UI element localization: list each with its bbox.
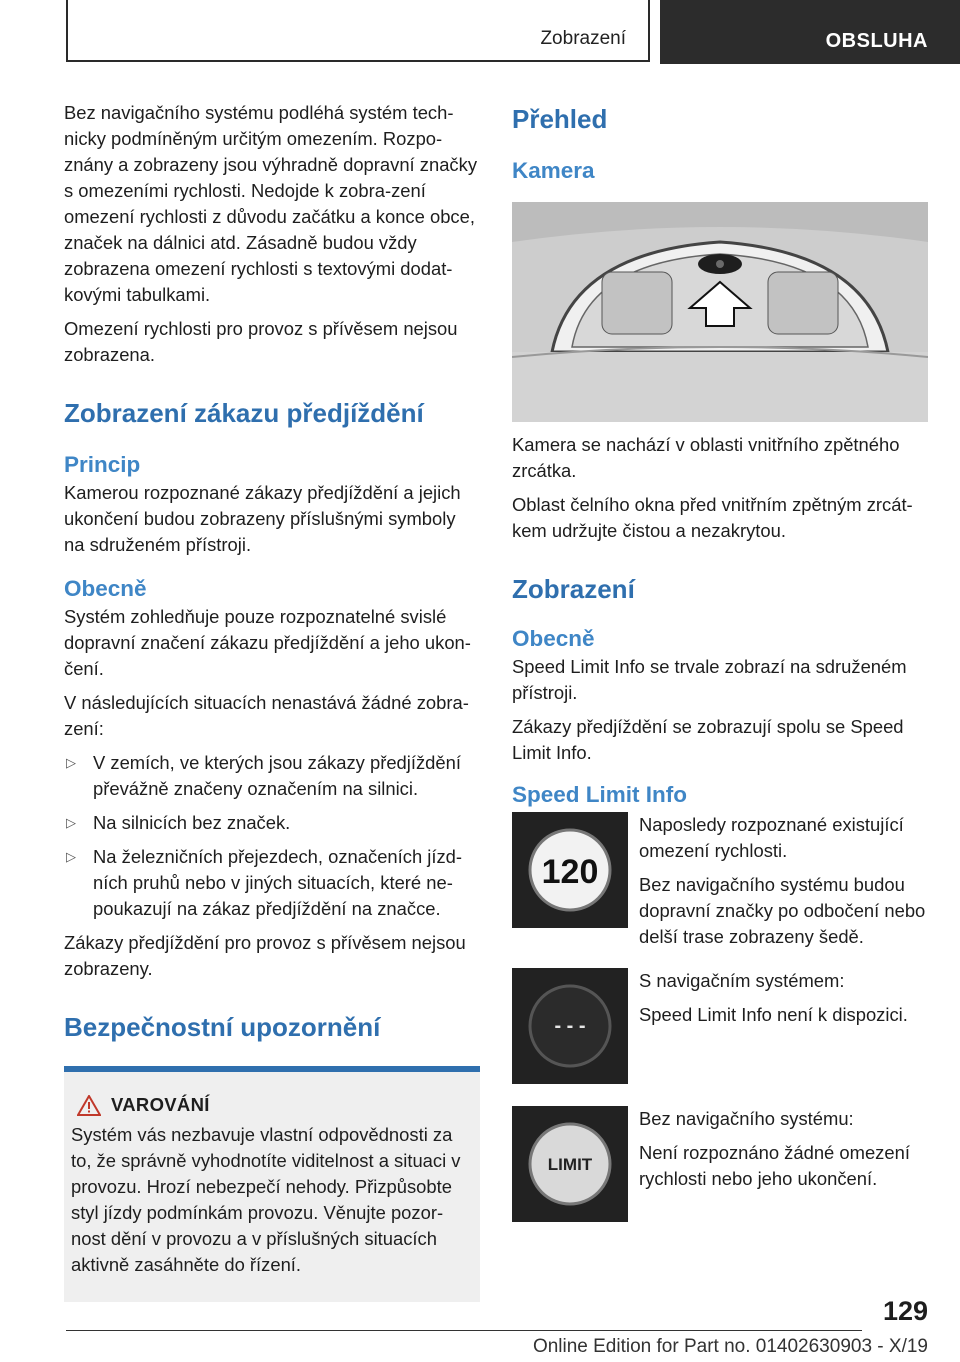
list-item: ▷ Na silnicích bez značek. [64, 810, 480, 836]
header-box [66, 0, 650, 62]
paragraph-principle: Kamerou rozpoznané zákazy předjíždění a jejich ukončení budou zobrazeny příslušnými symboly na sdruženém přístroji. [64, 482, 461, 555]
triangle-bullet-icon: ▷ [66, 755, 76, 770]
list-item: ▷ Na železničních přejezdech, označeních jízd-ních pruhů nebo v jiných situacích, které ne-poukazují na zákaz předjíždění na značce. [66, 846, 463, 919]
page-number: 129 [882, 1296, 928, 1326]
sli-row-dashes [512, 968, 932, 1084]
heading-general-left: Obecně [64, 576, 147, 601]
header-chapter-label: OBSLUHA [825, 30, 928, 52]
warning-header [77, 1094, 472, 1116]
speed-limit-unavailable-sign [512, 968, 628, 1084]
paragraph-trailer-limits: Omezení rychlosti pro provoz s přívěsem nejsou zobrazena. [64, 318, 458, 365]
speed-limit-unknown-sign [512, 1106, 628, 1222]
heading-safety: Bezpečnostní upozornění [64, 1012, 381, 1042]
camera-illustration [512, 202, 928, 422]
sli1-line-a: Naposledy rozpoznané existující omezení rychlosti. [639, 814, 904, 861]
footer-edition: Online Edition for Part no. 01402630903 - X/19 [532, 1336, 928, 1357]
paragraph-camera-location: Kamera se nachází v oblasti vnitřního zpětného zrcátka. [512, 434, 900, 481]
triangle-bullet-icon: ▷ [66, 849, 76, 864]
paragraph-sli-overtake: Zákazy předjíždění se zobrazují spolu se Speed Limit Info. [512, 716, 904, 763]
sli3-line-a: Bez navigačního systému: [639, 1108, 854, 1129]
sli2-line-b: Speed Limit Info není k dispozici. [639, 1004, 908, 1025]
header-section-title: Zobrazení [540, 28, 626, 49]
sli-text-120 [639, 812, 932, 958]
sign-dashes-text: - - - [554, 1015, 586, 1037]
situations-list [64, 750, 480, 922]
header-chapter-tab [660, 0, 960, 64]
heading-speed-limit-info: Speed Limit Info [512, 782, 688, 807]
sli-row-limit [512, 1106, 932, 1222]
list-item: ▷ V zemích, ve kterých jsou zákazy předjíždění převážně značeny označením na silnici. [66, 752, 461, 799]
sign-120-text: 120 [541, 853, 599, 891]
paragraph-trailer-overtake: Zákazy předjíždění pro provoz s přívěsem nejsou zobrazeny. [64, 932, 466, 979]
sli-text-limit [639, 1106, 932, 1222]
sli3-line-b: Není rozpoznáno žádné omezení rychlosti nebo jeho ukončení. [639, 1142, 910, 1189]
heading-principle: Princip [64, 452, 141, 477]
paragraph-nav-limits: Bez navigačního systému podléhá systém tech-nicky podmíněným určitým omezením. Rozpo-znány a zobrazeny jsou výhradně dopravní značky s omezeními rychlosti. Nedojde k zobra-zení omezení rychlosti z důvodu začátku a konce obce, značek na dálnici atd. Zásadně budou vždy zobrazena omezení rychlosti s textovými dodat-kovými tabulkami. [64, 102, 478, 305]
warning-box [64, 1066, 480, 1302]
sign-limit-text: LIMIT [547, 1155, 593, 1174]
footer-divider [66, 1330, 862, 1331]
paragraph-general-2: V následujících situacích nenastává žádné zobra-zení: [64, 692, 469, 739]
heading-camera: Kamera [512, 158, 595, 183]
sli1-line-b: Bez navigačního systému budou dopravní značky po odbočení nebo delší trase zobrazeny šedě. [639, 874, 926, 947]
heading-display: Zobrazení [512, 574, 635, 604]
heading-general-right: Obecně [512, 626, 595, 651]
left-column [64, 100, 480, 1302]
heading-overtake-display: Zobrazení zákazu předjíždění [64, 398, 424, 428]
speed-limit-120-sign [512, 812, 628, 928]
sli-row-120 [512, 812, 932, 958]
paragraph-sli-permanent: Speed Limit Info se trvale zobrazí na sdruženém přístroji. [512, 656, 907, 703]
right-column [512, 100, 932, 1222]
warning-title: VAROVÁNÍ [111, 1094, 210, 1115]
warning-text: Systém vás nezbavuje vlastní odpovědnosti za to, že správně vyhodnotíte viditelnost a situaci v provozu. Hrozí nebezpečí nehody. Přizpůsobte styl jízdy podmínkám provozu. Věnujte pozor-nost dění v provozu a v příslušných situacích aktivně zasáhněte do řízení. [71, 1124, 461, 1275]
sli-text-dashes [639, 968, 908, 1084]
heading-overview: Přehled [512, 104, 608, 134]
triangle-bullet-icon: ▷ [66, 815, 76, 830]
paragraph-general-1: Systém zohledňuje pouze rozpoznatelné svislé dopravní značení zákazu předjíždění a jeho ukon-čení. [64, 606, 471, 679]
paragraph-camera-clean: Oblast čelního okna před vnitřním zpětným zrcát-kem udržujte čistou a nezakrytou. [512, 494, 913, 541]
sli2-line-a: S navigačním systémem: [639, 970, 845, 991]
warning-triangle-icon [77, 1095, 101, 1116]
